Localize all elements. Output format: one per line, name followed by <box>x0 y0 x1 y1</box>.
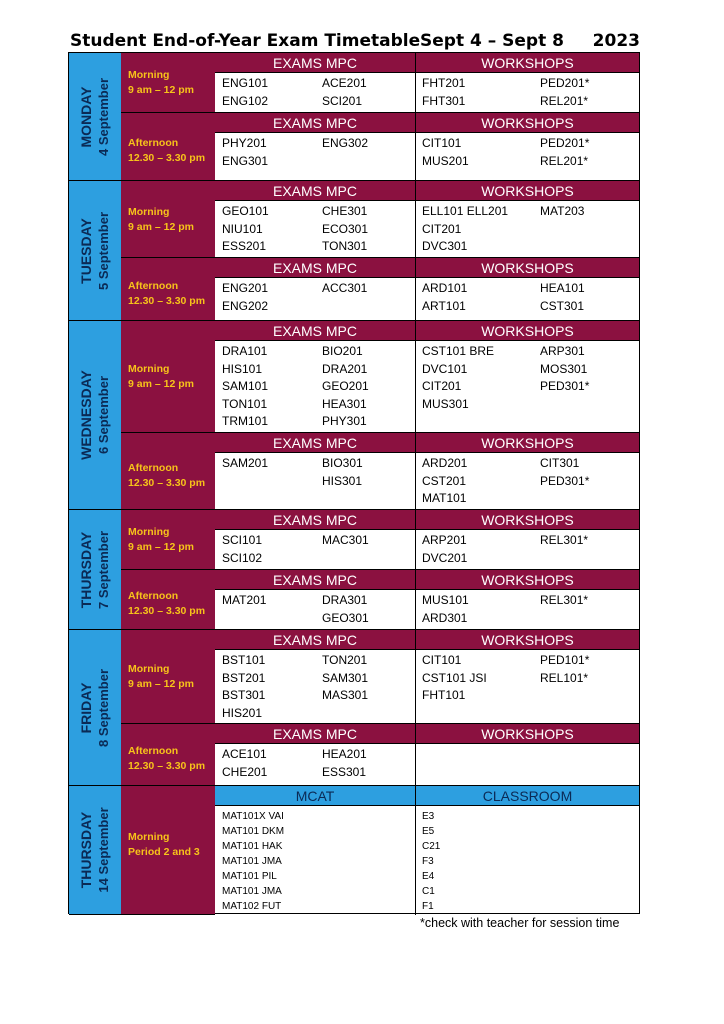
exam-code: GEO301 <box>322 610 369 625</box>
workshop-code: MUS201 <box>422 153 469 168</box>
slot-time: 12.30 – 3.30 pm <box>128 605 206 617</box>
exam-code: GEO201 <box>322 379 369 393</box>
exam-code: SAM201 <box>222 456 269 470</box>
workshop-code: REL201* <box>540 153 589 168</box>
mcat-code: MAT101 PIL <box>222 871 277 882</box>
workshops-header: WORKSHOPS <box>416 258 639 278</box>
exam-code: CHE201 <box>222 764 268 779</box>
workshop-code: ARD301 <box>422 610 468 625</box>
day-label-text <box>78 77 112 155</box>
exam-code: HIS101 <box>222 361 263 376</box>
workshop-code: CST101 BRE <box>422 344 495 358</box>
exam-code: CHE301 <box>322 204 368 218</box>
day-name: THURSDAY <box>78 531 94 608</box>
exam-code: PHY301 <box>322 414 367 428</box>
slot-name: Afternoon <box>128 137 179 149</box>
slot-time: Period 2 and 3 <box>128 846 200 858</box>
column-divider <box>415 786 416 915</box>
slot-name: Morning <box>128 363 170 375</box>
mcat-code: MAT101 DKM <box>222 826 285 837</box>
classroom-code: C21 <box>422 841 441 852</box>
workshop-code: ELL101 ELL201 <box>422 204 509 218</box>
slot-name: Morning <box>128 69 170 81</box>
day-date: 4 September <box>96 77 111 156</box>
mcat-code: MAT101X VAI <box>222 811 284 822</box>
column-divider <box>415 433 416 510</box>
exam-code: HEA301 <box>322 396 367 411</box>
classroom-code: E3 <box>422 811 435 822</box>
exam-code: SCI201 <box>322 93 363 108</box>
slot-time: 9 am – 12 pm <box>128 220 194 233</box>
workshop-code: PED101* <box>540 653 590 667</box>
workshop-code: MOS301 <box>540 361 588 376</box>
day-date: 5 September <box>96 211 111 290</box>
workshop-code: REL201* <box>540 93 589 108</box>
day-label-text <box>78 370 112 460</box>
classroom-code: E4 <box>422 871 435 882</box>
day-date: 8 September <box>96 668 111 747</box>
day-label-text <box>78 530 112 608</box>
slot-name: Afternoon <box>128 279 179 292</box>
time-slot-morning <box>121 181 215 258</box>
exam-code: SAM301 <box>322 670 369 685</box>
exam-code: TON101 <box>222 396 268 411</box>
mcat-code: MAT101 HAK <box>222 841 283 852</box>
classroom-header: CLASSROOM <box>416 786 639 806</box>
time-slot-afternoon <box>121 724 215 786</box>
slot-name: Afternoon <box>128 461 179 474</box>
workshops-header: WORKSHOPS <box>416 570 639 590</box>
exam-code: ENG301 <box>222 153 269 168</box>
day-label-text <box>78 807 112 892</box>
exam-code: HIS301 <box>322 473 363 488</box>
footnote: *check with teacher for session time <box>420 916 620 930</box>
workshop-code: CIT101 <box>422 653 462 667</box>
slot-name: Morning <box>128 663 170 675</box>
workshops-header: WORKSHOPS <box>416 113 639 133</box>
mcat-code: MAT101 JMA <box>222 886 282 897</box>
exam-code: HEA201 <box>322 747 367 761</box>
workshop-code: HEA101 <box>540 281 585 295</box>
exam-code: ENG302 <box>322 136 369 150</box>
exams-header: EXAMS MPC <box>215 53 415 73</box>
column-divider <box>415 510 416 570</box>
workshop-code: PED201* <box>540 76 590 90</box>
day-label <box>69 630 121 786</box>
exam-code: ECO301 <box>322 221 369 236</box>
time-slot-morning <box>121 510 215 570</box>
exam-code: BST201 <box>222 670 266 685</box>
workshop-code: FHT201 <box>422 76 466 90</box>
exam-code: BST101 <box>222 653 266 667</box>
day-date: 14 September <box>96 807 111 893</box>
day-label-text <box>78 211 112 289</box>
day-name: MONDAY <box>78 86 94 147</box>
exam-code: ESS301 <box>322 764 367 779</box>
exam-code: DRA301 <box>322 593 368 607</box>
exams-header: EXAMS MPC <box>215 510 415 530</box>
exam-code: ENG202 <box>222 298 269 313</box>
exam-code: HIS201 <box>222 705 263 720</box>
exam-code: TRM101 <box>222 414 269 428</box>
workshop-code: ARD201 <box>422 456 468 470</box>
workshop-code: REL301* <box>540 533 589 547</box>
title-dates: Sept 4 – Sept 8 <box>420 31 564 51</box>
exam-code: ENG201 <box>222 281 269 295</box>
day-label <box>69 53 121 181</box>
exam-code: PHY201 <box>222 136 267 150</box>
slot-name: Afternoon <box>128 745 179 757</box>
slot-time: 9 am – 12 pm <box>128 84 194 96</box>
workshop-code: REL101* <box>540 670 589 685</box>
exam-code: DRA201 <box>322 361 368 376</box>
slot-time: 12.30 – 3.30 pm <box>128 760 206 772</box>
column-divider <box>415 321 416 433</box>
workshops-header: WORKSHOPS <box>416 181 639 201</box>
day-label-text <box>78 668 112 746</box>
exam-code: ESS201 <box>222 239 267 253</box>
time-slot-morning-period <box>121 786 215 915</box>
column-divider <box>415 630 416 724</box>
mcat-code: MAT101 JMA <box>222 856 282 867</box>
workshop-code: ART101 <box>422 298 466 313</box>
page-title <box>70 30 640 52</box>
exam-code: SAM101 <box>222 379 269 393</box>
workshop-code: CIT201 <box>422 221 462 236</box>
workshop-code: CST101 JSI <box>422 670 487 685</box>
mcat-code: MAT102 FUT <box>222 901 282 912</box>
day-name: TUESDAY <box>78 217 94 284</box>
time-slot-afternoon <box>121 570 215 630</box>
time-slot-morning <box>121 53 215 113</box>
time-slot-afternoon <box>121 258 215 321</box>
column-divider <box>415 181 416 258</box>
workshops-header: WORKSHOPS <box>416 433 639 453</box>
exam-code: ENG102 <box>222 93 269 108</box>
column-divider <box>415 724 416 786</box>
exam-code: ACE101 <box>222 747 267 761</box>
day-name: THURSDAY <box>78 811 94 889</box>
exams-header: EXAMS MPC <box>215 630 415 650</box>
exams-header: EXAMS MPC <box>215 570 415 590</box>
workshop-code: PED201* <box>540 136 590 150</box>
day-name: FRIDAY <box>78 682 94 733</box>
exams-header: EXAMS MPC <box>215 113 415 133</box>
timetable-grid <box>68 52 640 914</box>
workshop-code: CIT101 <box>422 136 462 150</box>
day-label <box>69 510 121 630</box>
exam-code: SCI102 <box>222 550 263 565</box>
classroom-code: C1 <box>422 886 435 897</box>
classroom-code: F3 <box>422 856 434 867</box>
workshop-code: MAT203 <box>540 204 585 218</box>
time-slot-afternoon <box>121 113 215 181</box>
column-divider <box>415 570 416 630</box>
slot-name: Afternoon <box>128 590 179 602</box>
workshop-code: ARD101 <box>422 281 468 295</box>
workshop-code: MUS301 <box>422 396 469 411</box>
title-year: 2023 <box>592 31 640 51</box>
workshop-code: ARP201 <box>422 533 467 547</box>
exam-code: MAT201 <box>222 593 267 607</box>
slot-time: 12.30 – 3.30 pm <box>128 476 206 489</box>
day-label <box>69 181 121 321</box>
exam-code: TON201 <box>322 653 368 667</box>
column-divider <box>415 113 416 181</box>
exam-code: ACE201 <box>322 76 367 90</box>
column-divider <box>415 258 416 321</box>
workshop-code: FHT101 <box>422 688 466 702</box>
workshop-code: DVC201 <box>422 550 468 565</box>
slot-name: Morning <box>128 526 170 538</box>
exam-code: TON301 <box>322 239 368 253</box>
workshop-code: CST301 <box>540 298 585 313</box>
exam-code: SCI101 <box>222 533 263 547</box>
workshop-code: MUS101 <box>422 593 469 607</box>
classroom-code: E5 <box>422 826 435 837</box>
exams-header: EXAMS MPC <box>215 181 415 201</box>
exam-code: DRA101 <box>222 344 268 358</box>
workshop-code: MAT101 <box>422 491 467 505</box>
slot-name: Morning <box>128 831 170 843</box>
exams-header: EXAMS MPC <box>215 433 415 453</box>
title-main: Student End-of-Year Exam Timetable <box>70 31 421 51</box>
workshop-code: ARP301 <box>540 344 585 358</box>
workshop-code: CIT201 <box>422 379 462 393</box>
exam-code: BIO301 <box>322 456 363 470</box>
time-slot-morning <box>121 321 215 433</box>
exams-header: EXAMS MPC <box>215 724 415 744</box>
time-slot-morning <box>121 630 215 724</box>
day-date: 6 September <box>96 375 111 455</box>
slot-time: 9 am – 12 pm <box>128 678 194 690</box>
workshops-header: WORKSHOPS <box>416 630 639 650</box>
workshop-code: CST201 <box>422 473 467 488</box>
workshops-header: WORKSHOPS <box>416 724 639 744</box>
workshop-code: FHT301 <box>422 93 466 108</box>
day-label <box>69 321 121 510</box>
time-slot-afternoon <box>121 433 215 510</box>
slot-time: 9 am – 12 pm <box>128 378 194 390</box>
slot-time: 12.30 – 3.30 pm <box>128 294 206 307</box>
exam-code: NIU101 <box>222 221 263 236</box>
workshop-code: DVC101 <box>422 361 468 376</box>
workshop-code: REL301* <box>540 593 589 607</box>
slot-time: 12.30 – 3.30 pm <box>128 152 206 164</box>
mcat-header: MCAT <box>215 786 415 806</box>
exam-code: MAS301 <box>322 688 369 702</box>
exam-code: MAC301 <box>322 533 369 547</box>
exams-header: EXAMS MPC <box>215 258 415 278</box>
exam-code: BIO201 <box>322 344 363 358</box>
slot-time: 9 am – 12 pm <box>128 541 194 553</box>
classroom-code: F1 <box>422 901 434 912</box>
workshop-code: PED301* <box>540 379 590 393</box>
day-name: WEDNESDAY <box>78 370 94 460</box>
exam-code: ENG101 <box>222 76 269 90</box>
exams-header: EXAMS MPC <box>215 321 415 341</box>
workshops-header: WORKSHOPS <box>416 53 639 73</box>
workshop-code: DVC301 <box>422 239 468 253</box>
day-label <box>69 786 121 915</box>
exam-code: BST301 <box>222 688 266 702</box>
exam-code: GEO101 <box>222 204 269 218</box>
exam-code: ACC301 <box>322 281 368 295</box>
workshops-header: WORKSHOPS <box>416 510 639 530</box>
workshop-code: CIT301 <box>540 456 580 470</box>
column-divider <box>415 53 416 113</box>
slot-name: Morning <box>128 205 170 218</box>
workshop-code: PED301* <box>540 473 590 488</box>
workshops-header: WORKSHOPS <box>416 321 639 341</box>
day-date: 7 September <box>96 530 111 609</box>
